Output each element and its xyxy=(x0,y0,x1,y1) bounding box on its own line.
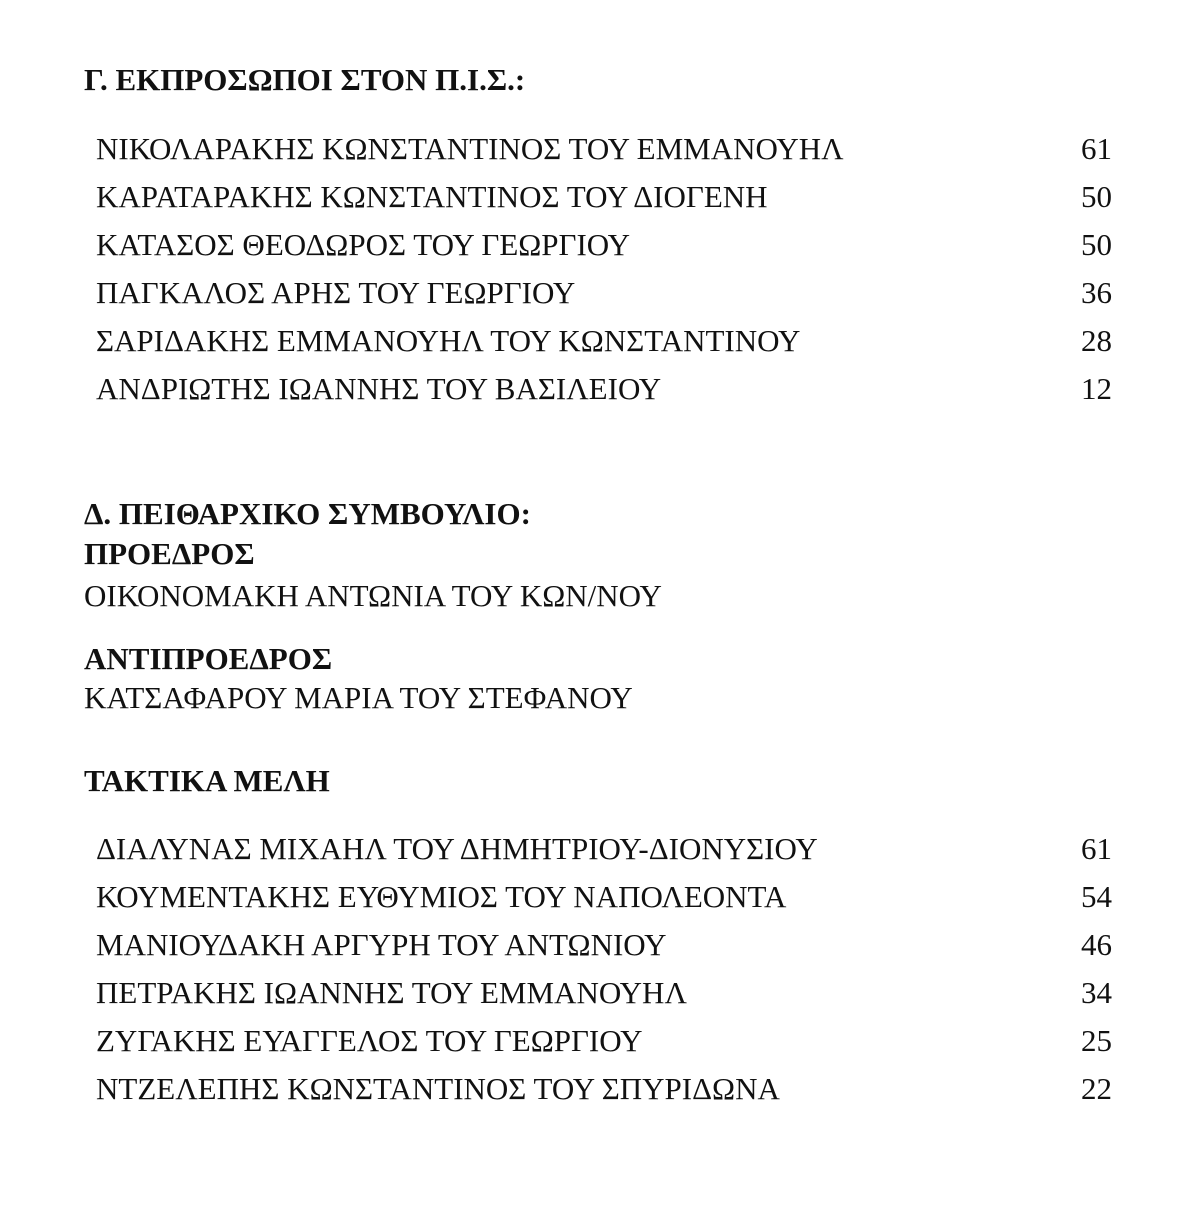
member-name: ΠΑΓΚΑΛΟΣ ΑΡΗΣ ΤΟΥ ΓΕΩΡΓΙΟΥ xyxy=(96,275,576,310)
member-name: ΠΕΤΡΑΚΗΣ ΙΩΑΝΝΗΣ ΤΟΥ ΕΜΜΑΝΟΥΗΛ xyxy=(96,975,687,1010)
list-item xyxy=(96,1065,1112,1113)
section-c-member-list xyxy=(96,125,1112,413)
member-votes: 36 xyxy=(1081,275,1112,310)
member-votes: 54 xyxy=(1081,879,1112,914)
list-item xyxy=(96,221,1112,269)
president-label: ΠΡΟΕΔΡΟΣ xyxy=(84,536,255,571)
member-name: ΖΥΓΑΚΗΣ ΕΥΑΓΓΕΛΟΣ ΤΟΥ ΓΕΩΡΓΙΟΥ xyxy=(96,1023,643,1058)
member-votes: 22 xyxy=(1081,1071,1112,1106)
president-name: ΟΙΚΟΝΟΜΑΚΗ ΑΝΤΩΝΙΑ ΤΟΥ ΚΩΝ/ΝΟΥ xyxy=(84,578,662,613)
member-name: ΚΑΡΑΤΑΡΑΚΗΣ ΚΩΝΣΤΑΝΤΙΝΟΣ ΤΟΥ ΔΙΟΓΕΝΗ xyxy=(96,179,768,214)
member-votes: 61 xyxy=(1081,131,1112,166)
list-item xyxy=(96,969,1112,1017)
list-item xyxy=(96,269,1112,317)
member-name: ΣΑΡΙΔΑΚΗΣ ΕΜΜΑΝΟΥΗΛ ΤΟΥ ΚΩΝΣΤΑΝΤΙΝΟΥ xyxy=(96,323,801,358)
member-name: ΔΙΑΛΥΝΑΣ ΜΙΧΑΗΛ ΤΟΥ ΔΗΜΗΤΡΙΟΥ-ΔΙΟΝΥΣΙΟΥ xyxy=(96,831,818,866)
member-votes: 61 xyxy=(1081,831,1112,866)
section-d-title: Δ. ΠΕΙΘΑΡΧΙΚΟ ΣΥΜΒΟΥΛΙΟ: xyxy=(84,496,531,531)
list-item xyxy=(96,873,1112,921)
section-c-title: Γ. ΕΚΠΡΟΣΩΠΟΙ ΣΤΟΝ Π.Ι.Σ.: xyxy=(84,62,526,97)
vice-president-name: ΚΑΤΣΑΦΑΡΟΥ ΜΑΡΙΑ ΤΟΥ ΣΤΕΦΑΝΟΥ xyxy=(84,680,633,715)
member-name: ΜΑΝΙΟΥΔΑΚΗ ΑΡΓΥΡΗ ΤΟΥ ΑΝΤΩΝΙΟΥ xyxy=(96,927,667,962)
member-votes: 34 xyxy=(1081,975,1112,1010)
member-name: ΑΝΔΡΙΩΤΗΣ ΙΩΑΝΝΗΣ ΤΟΥ ΒΑΣΙΛΕΙΟΥ xyxy=(96,371,662,406)
member-votes: 50 xyxy=(1081,179,1112,214)
list-item xyxy=(96,1017,1112,1065)
list-item xyxy=(96,173,1112,221)
member-votes: 12 xyxy=(1081,371,1112,406)
list-item xyxy=(96,125,1112,173)
member-votes: 50 xyxy=(1081,227,1112,262)
member-votes: 28 xyxy=(1081,323,1112,358)
member-name: ΝΤΖΕΛΕΠΗΣ ΚΩΝΣΤΑΝΤΙΝΟΣ ΤΟΥ ΣΠΥΡΙΔΩΝΑ xyxy=(96,1071,780,1106)
vice-president-label: ΑΝΤΙΠΡΟΕΔΡΟΣ xyxy=(84,641,333,676)
list-item xyxy=(96,317,1112,365)
member-votes: 25 xyxy=(1081,1023,1112,1058)
member-name: ΚΟΥΜΕΝΤΑΚΗΣ ΕΥΘΥΜΙΟΣ ΤΟΥ ΝΑΠΟΛΕΟΝΤΑ xyxy=(96,879,787,914)
regular-members-label: ΤΑΚΤΙΚΑ ΜΕΛΗ xyxy=(84,763,330,798)
member-votes: 46 xyxy=(1081,927,1112,962)
member-name: ΚΑΤΑΣΟΣ ΘΕΟΔΩΡΟΣ ΤΟΥ ΓΕΩΡΓΙΟΥ xyxy=(96,227,631,262)
section-d-member-list xyxy=(96,825,1112,1113)
member-name: ΝΙΚΟΛΑΡΑΚΗΣ ΚΩΝΣΤΑΝΤΙΝΟΣ ΤΟΥ ΕΜΜΑΝΟΥΗΛ xyxy=(96,131,844,166)
list-item xyxy=(96,825,1112,873)
list-item xyxy=(96,921,1112,969)
list-item xyxy=(96,365,1112,413)
